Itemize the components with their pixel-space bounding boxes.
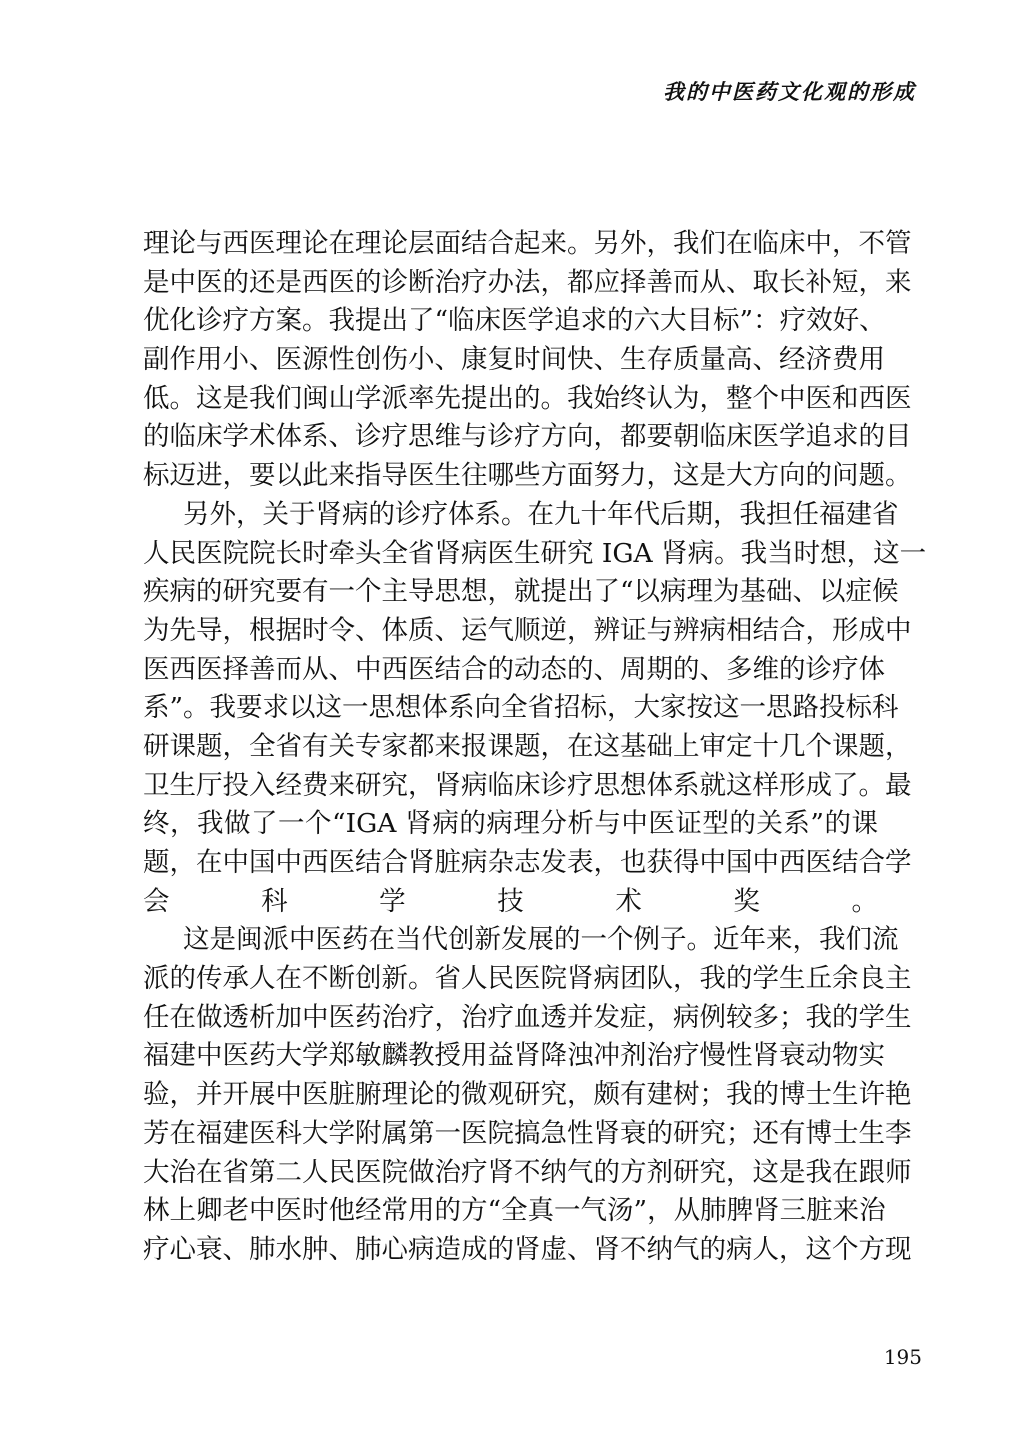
text-line: 的临床学术体系、诊疗思维与诊疗方向，都要朝临床医学追求的目 (143, 421, 912, 453)
text-line: 研课题，全省有关专家都来报课题，在这基础上审定十几个课题， (143, 730, 912, 762)
text-line: 福建中医药大学郑敏麟教授用益肾降浊冲剂治疗慢性肾衰动物实 (143, 1040, 885, 1072)
paragraph-1 (143, 225, 912, 496)
text-line: 低。这是我们闽山学派率先提出的。我始终认为，整个中医和西医 (143, 382, 912, 414)
text-line: 人民医院院长时牵头全省肾病医生研究 IGA 肾病。我当时想，这一 (143, 537, 927, 569)
text-line: 会科学技术奖。 (143, 885, 878, 917)
text-line: 任在做透析加中医药治疗，治疗血透并发症，病例较多；我的学生 (143, 1001, 912, 1033)
text-line: 疗心衰、肺水肿、肺心病造成的肾虚、肾不纳气的病人，这个方现 (143, 1233, 912, 1265)
page-number: 195 (883, 1345, 922, 1369)
text-line: 优化诊疗方案。我提出了“临床医学追求的六大目标”：疗效好、 (143, 305, 886, 337)
text-line: 疾病的研究要有一个主导思想，就提出了“以病理为基础、以症候 (143, 576, 899, 608)
text-line: 系”。我要求以这一思想体系向全省招标，大家按这一思路投标科 (143, 692, 899, 724)
text-line: 理论与西医理论在理论层面结合起来。另外，我们在临床中，不管 (143, 228, 912, 259)
text-line: 是中医的还是西医的诊断治疗办法，都应择善而从、取长补短，来 (143, 266, 912, 298)
text-line: 医西医择善而从、中西医结合的动态的、周期的、多维的诊疗体 (143, 653, 885, 685)
text-line: 题，在中国中西医结合肾脏病杂志发表，也获得中国中西医结合学 (143, 847, 912, 878)
body-text (143, 225, 927, 1270)
text-line: 卫生厅投入经费来研究，肾病临床诊疗思想体系就这样形成了。最 (143, 769, 912, 801)
text-line: 另外，关于肾病的诊疗体系。在九十年代后期，我担任福建省 (183, 498, 899, 530)
text-line: 林上卿老中医时他经常用的方“全真一气汤”，从肺脾肾三脏来治 (143, 1195, 886, 1227)
text-line: 大治在省第二人民医院做治疗肾不纳气的方剂研究，这是我在跟师 (143, 1156, 912, 1188)
text-line: 终，我做了一个“IGA 肾病的病理分析与中医证型的关系”的课 (143, 808, 878, 840)
text-line: 芳在福建医科大学附属第一医院搞急性肾衰的研究；还有博士生李 (143, 1117, 912, 1149)
text-line: 副作用小、医源性创伤小、康复时间快、生存质量高、经济费用 (143, 344, 885, 376)
running-head: 我的中医药文化观的形成 (663, 79, 916, 104)
text-line: 派的传承人在不断创新。省人民医院肾病团队，我的学生丘余良主 (143, 963, 912, 995)
text-line: 验，并开展中医脏腑理论的微观研究，颇有建树；我的博士生许艳 (143, 1079, 912, 1111)
text-line: 为先导，根据时令、体质、运气顺逆，辨证与辨病相结合，形成中 (143, 614, 912, 646)
text-line: 这是闽派中医药在当代创新发展的一个例子。近年来，我们流 (183, 924, 899, 956)
text-line: 标迈进，要以此来指导医生往哪些方面努力，这是大方向的问题。 (143, 460, 912, 492)
paragraph-2 (143, 496, 927, 922)
paragraph-3 (143, 921, 912, 1269)
